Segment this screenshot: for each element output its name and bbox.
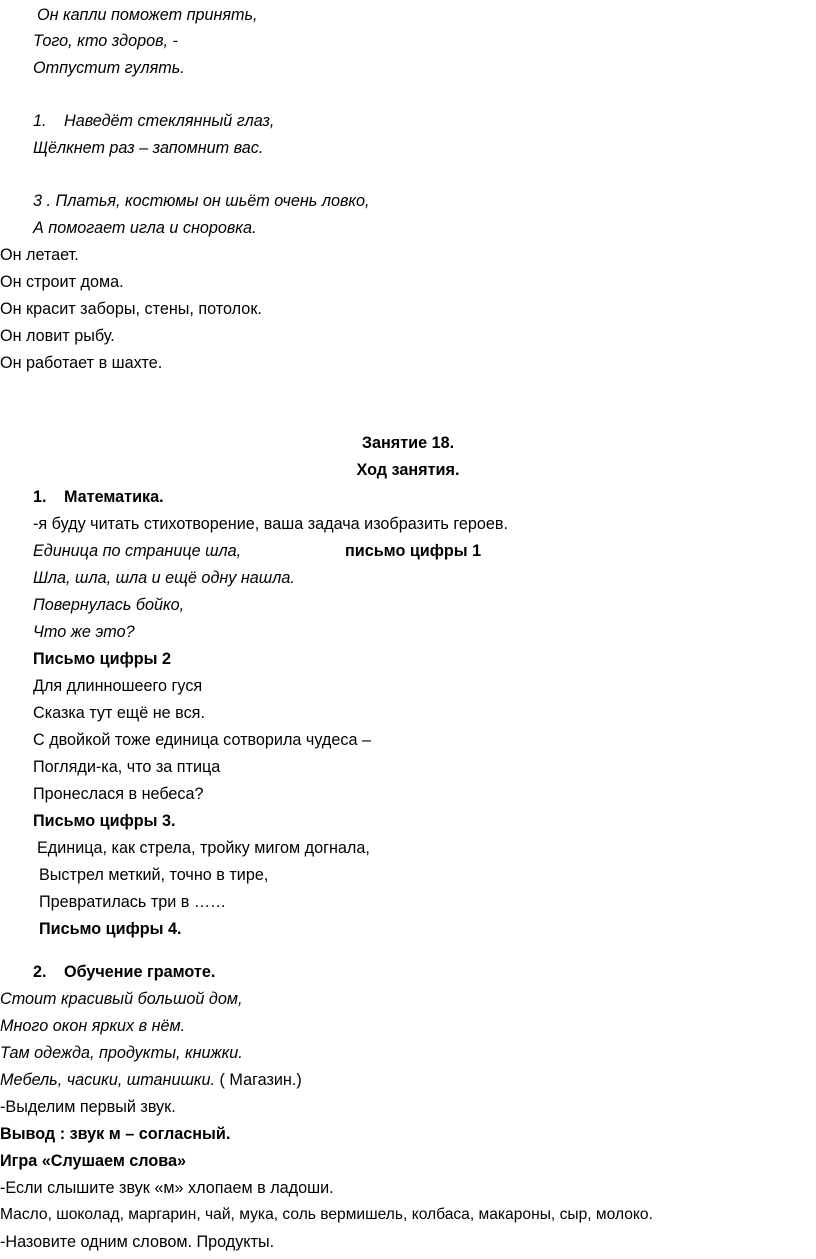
riddle-line: Отпустит гулять. <box>33 59 185 77</box>
poem-line: Шла, шла, шла и ещё одну нашла. <box>33 569 295 587</box>
poem-line: Единица по странице шла, <box>33 542 242 560</box>
poem-line: Превратилась три в …… <box>39 893 227 911</box>
riddle-line: Он капли поможет принять, <box>37 6 258 24</box>
list-number: 2. <box>33 963 47 981</box>
lesson-subtitle: Ход занятия. <box>356 461 460 479</box>
section-heading-literacy <box>33 962 215 982</box>
section-heading-text: Математика. <box>64 488 164 506</box>
riddle-line: 3 . Платья, костюмы он шьёт очень ловко, <box>33 192 370 210</box>
poem-line: Единица, как стрела, тройку мигом догнала, <box>37 839 370 857</box>
poem-line: Там одежда, продукты, книжки. <box>0 1044 243 1062</box>
riddle-line: Наведёт стеклянный глаз, <box>64 112 275 130</box>
riddle-answer: ( Магазин.) <box>215 1071 302 1089</box>
poem-line: С двойкой тоже единица сотворила чудеса – <box>33 731 371 749</box>
statement-line: Он летает. <box>0 246 79 264</box>
riddle-numbered-line <box>33 111 274 131</box>
poem-line: Что же это? <box>33 623 135 641</box>
poem-line: Мебель, часики, штанишки. <box>0 1071 216 1089</box>
instruction-line: -я буду читать стихотворение, ваша задача изобразить героев. <box>33 515 508 533</box>
riddle-line: А помогает игла и сноровка. <box>33 219 257 237</box>
poem-line: Пронеслася в небеса? <box>33 785 204 803</box>
statement-line: Он работает в шахте. <box>0 354 163 372</box>
list-number: 1. <box>33 488 47 506</box>
instruction-line: -Если слышите звук «м» хлопаем в ладоши. <box>0 1179 334 1197</box>
poem-answer-line <box>0 1070 302 1090</box>
riddle-line: Щёлкнет раз – запомнит вас. <box>33 139 264 157</box>
poem-line: Выстрел меткий, точно в тире, <box>39 866 269 884</box>
poem-line: Много окон ярких в нём. <box>0 1017 186 1035</box>
lesson-title: Занятие 18. <box>361 434 455 452</box>
game-title: Игра «Слушаем слова» <box>0 1152 186 1170</box>
section-heading-math <box>33 487 164 507</box>
list-number: 1. <box>33 112 47 130</box>
digit-label-2: Письмо цифры 2 <box>33 650 171 668</box>
instruction-line: -Выделим первый звук. <box>0 1098 176 1116</box>
poem-line: Погляди-ка, что за птица <box>33 758 221 776</box>
digit-label-3: Письмо цифры 3. <box>33 812 176 830</box>
instruction-line: -Назовите одним словом. Продукты. <box>0 1233 275 1251</box>
statement-line: Он ловит рыбу. <box>0 327 115 345</box>
poem-line: Повернулась бойко, <box>33 596 185 614</box>
statement-line: Он красит заборы, стены, потолок. <box>0 300 262 318</box>
riddle-line: Того, кто здоров, - <box>33 32 178 50</box>
poem-line: Стоит красивый большой дом, <box>0 990 243 1008</box>
poem-line: Сказка тут ещё не вся. <box>33 704 205 722</box>
digit-label-1: письмо цифры 1 <box>345 542 482 560</box>
words-list: Масло, шоколад, маргарин, чай, мука, соль вермишель, колбаса, макароны, сыр, молоко. <box>0 1206 653 1223</box>
section-heading-text: Обучение грамоте. <box>64 963 216 981</box>
statement-line: Он строит дома. <box>0 273 124 291</box>
conclusion-line: Вывод : звук м – согласный. <box>0 1125 231 1143</box>
poem-line: Для длинношеего гуся <box>33 677 203 695</box>
digit-label-4: Письмо цифры 4. <box>39 920 182 938</box>
